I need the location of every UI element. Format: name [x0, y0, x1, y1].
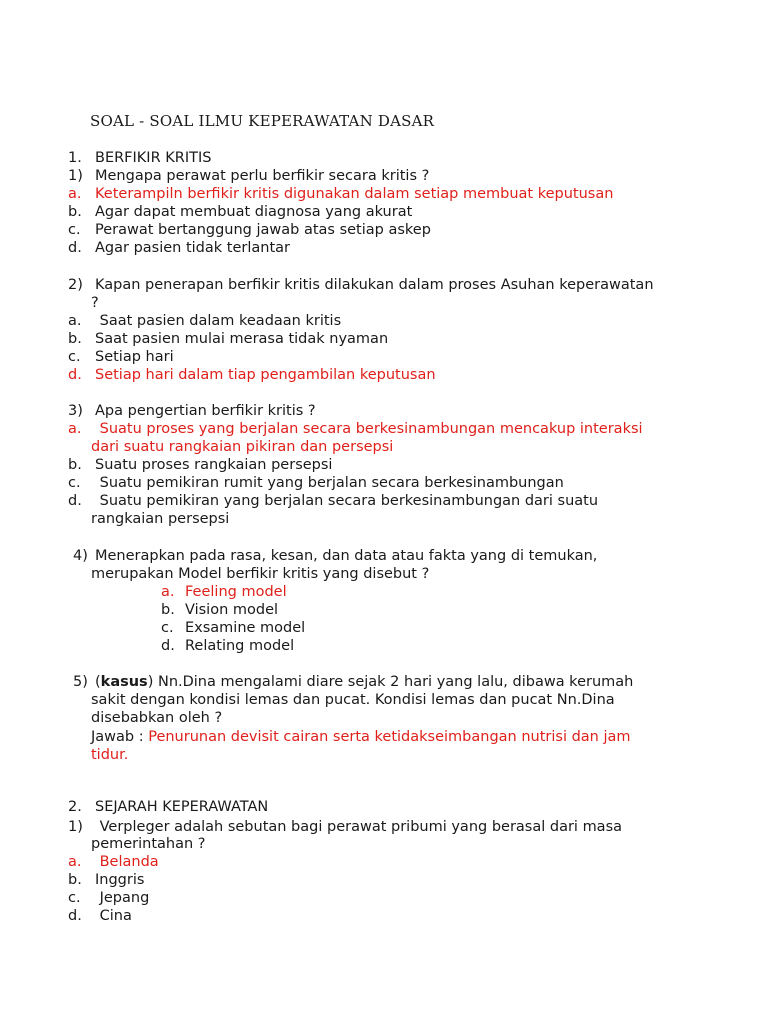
answer-continuation: tidur.: [91, 747, 129, 763]
question-number: 4): [73, 548, 88, 564]
option-marker: b.: [68, 872, 82, 888]
question-text: Kapan penerapan berfikir kritis dilakukan dalam proses Asuhan keperawatan: [95, 277, 654, 293]
question-text: Verpleger adalah sebutan bagi perawat pribumi yang berasal dari masa: [95, 819, 623, 835]
question-1: [68, 818, 623, 836]
option-text: Cina: [95, 908, 132, 924]
question-number: 3): [68, 403, 83, 419]
option-c: [68, 474, 564, 492]
kasus-paren-open: (: [95, 674, 101, 690]
option-a: [68, 420, 643, 438]
option-a: [68, 312, 342, 330]
question-1-continuation: pemerintahan ?: [91, 836, 206, 852]
answer: [91, 728, 631, 746]
option-text: Suatu proses yang berjalan secara berkesinambungan mencakup interaksi: [95, 421, 643, 437]
kasus-paren-close: ): [147, 674, 154, 690]
option-b: [161, 601, 279, 619]
option-c: [68, 348, 174, 366]
option-text: Feeling model: [185, 584, 287, 600]
question-4: [73, 547, 598, 565]
option-text: Suatu pemikiran rumit yang berjalan secara berkesinambungan: [95, 475, 564, 491]
document-title: SOAL - SOAL ILMU KEPERAWATAN DASAR: [90, 112, 435, 130]
option-marker: c.: [68, 222, 81, 238]
option-text: Suatu pemikiran yang berjalan secara berkesinambungan dari suatu: [95, 493, 599, 509]
question-number: 2): [68, 277, 83, 293]
option-marker: d.: [161, 638, 175, 654]
question-1: [68, 167, 430, 185]
option-text: Relating model: [185, 638, 295, 654]
option-d: [68, 907, 132, 925]
question-text: Apa pengertian berfikir kritis ?: [95, 403, 316, 419]
option-marker: a.: [68, 854, 82, 870]
question-number: 1): [68, 819, 83, 835]
option-marker: a.: [68, 186, 82, 202]
section-2-heading: [68, 798, 269, 816]
option-text: Inggris: [95, 872, 145, 888]
question-text: [95, 673, 633, 691]
question-number: 5): [73, 674, 88, 690]
option-marker: a.: [161, 584, 175, 600]
option-d: [68, 366, 436, 384]
option-marker: d.: [68, 240, 82, 256]
option-marker: c.: [68, 475, 81, 491]
section-1-heading: [68, 149, 212, 167]
option-b: [68, 456, 333, 474]
section-number: 1.: [68, 150, 82, 166]
option-a: [68, 185, 614, 203]
option-text: Saat pasien mulai merasa tidak nyaman: [95, 331, 389, 347]
option-b: [68, 330, 389, 348]
option-c: [68, 889, 150, 907]
answer-label: Jawab :: [91, 729, 149, 745]
option-b: [68, 871, 145, 889]
question-3: [68, 402, 316, 420]
section-number: 2.: [68, 799, 82, 815]
question-number: 1): [68, 168, 83, 184]
option-text: Setiap hari dalam tiap pengambilan keputusan: [95, 367, 436, 383]
option-d: [68, 492, 599, 510]
option-c: [68, 221, 431, 239]
option-c: [161, 619, 306, 637]
option-text: Belanda: [95, 854, 159, 870]
section-title: BERFIKIR KRITIS: [95, 150, 212, 166]
option-d: [68, 239, 290, 257]
question-2-continuation: ?: [91, 295, 99, 311]
option-b: [68, 203, 413, 221]
question-text: Menerapkan pada rasa, kesan, dan data atau fakta yang di temukan,: [95, 548, 598, 564]
option-a: [161, 583, 287, 601]
option-d: [161, 637, 295, 655]
answer-text: Penurunan devisit cairan serta ketidakseimbangan nutrisi dan jam: [148, 729, 631, 745]
question-text-line1: Nn.Dina mengalami diare sejak 2 hari yang lalu, dibawa kerumah: [153, 674, 634, 690]
option-marker: b.: [68, 204, 82, 220]
option-a-continuation: dari suatu rangkaian pikiran dan persepsi: [91, 439, 394, 455]
option-marker: a.: [68, 421, 82, 437]
option-marker: d.: [68, 493, 82, 509]
option-d-continuation: rangkaian persepsi: [91, 511, 230, 527]
option-text: Suatu proses rangkaian persepsi: [95, 457, 333, 473]
option-text: Perawat bertanggung jawab atas setiap askep: [95, 222, 431, 238]
question-5: [73, 673, 634, 691]
option-marker: c.: [68, 349, 81, 365]
option-marker: b.: [161, 602, 175, 618]
question-text: Mengapa perawat perlu berfikir secara kritis ?: [95, 168, 430, 184]
option-text: Vision model: [185, 602, 279, 618]
option-marker: c.: [68, 890, 81, 906]
option-marker: b.: [68, 331, 82, 347]
option-marker: d.: [68, 367, 82, 383]
option-a: [68, 853, 159, 871]
option-marker: c.: [161, 620, 174, 636]
option-text: Exsamine model: [185, 620, 306, 636]
section-title: SEJARAH KEPERAWATAN: [95, 799, 269, 815]
option-text: Jepang: [95, 890, 150, 906]
option-marker: b.: [68, 457, 82, 473]
question-5-line3: disebabkan oleh ?: [91, 710, 223, 726]
question-2: [68, 276, 654, 294]
option-text: Agar dapat membuat diagnosa yang akurat: [95, 204, 413, 220]
option-text: Keterampiln berfikir kritis digunakan dalam setiap membuat keputusan: [95, 186, 614, 202]
option-marker: d.: [68, 908, 82, 924]
kasus-label: kasus: [100, 674, 148, 690]
question-4-continuation: merupakan Model berfikir kritis yang disebut ?: [91, 566, 430, 582]
option-text: Saat pasien dalam keadaan kritis: [95, 313, 342, 329]
option-text: Setiap hari: [95, 349, 174, 365]
question-5-line2: sakit dengan kondisi lemas dan pucat. Kondisi lemas dan pucat Nn.Dina: [91, 692, 615, 708]
option-text: Agar pasien tidak terlantar: [95, 240, 290, 256]
option-marker: a.: [68, 313, 82, 329]
